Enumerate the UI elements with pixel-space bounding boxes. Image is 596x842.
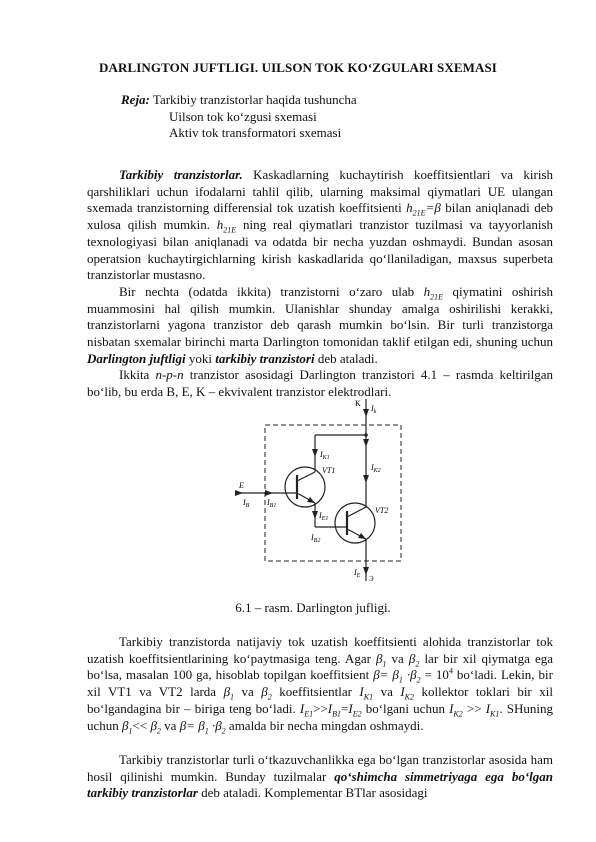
label-ib1: $I_{B1}$: [267, 498, 277, 509]
plan-item: Uilson tok ko‘zgusi sxemasi: [169, 108, 317, 124]
plan-block: [121, 92, 357, 142]
label-k: K: [355, 399, 361, 408]
label-vt2: VT2: [375, 506, 389, 515]
darlington-circuit-figure: [225, 397, 410, 582]
label-vt1: VT1: [322, 466, 336, 475]
label-ie: $I_E$: [354, 568, 361, 579]
figure-caption: 6.1 – rasm. Darlington jufligi.: [235, 600, 391, 615]
page-title: DARLINGTON JUFTLIGI. UILSON TOK KO‘ZGULARI SXEMASI: [99, 60, 497, 75]
paragraph: Tarkibiy tranzistorlar. Kaskadlarning kuchaytirish koeffitsientlari va kirish qarshiliklari uchun ifodalarni tahlil qilib, ularning maksimal qiymatlari UE ulangan sxemada tranzistorning differensial tok uzatish koeffitsienti $h_{21E}=\beta$ bilan aniqlanadi deb xulosa qilish mumkin. $h_{21E}$ ning real qiymatlari tranzistor tuzilmasi va tayyorlanish texnologiyasi bilan aniqlanadi va odatda bir necha yuzdan oshmaydi. Bundan asosan operatsion kuchaytirgichlarning kirish kaskadlarida qo‘llaniladigan, maxsus superbeta tranzistorlar mustasno.: [87, 167, 554, 283]
arrow-icon: [363, 409, 369, 417]
plan-item: Aktiv tok transformatori sxemasi: [169, 125, 342, 140]
label-ik1: $I_{K1}$: [320, 450, 330, 461]
vt2-transistor: [335, 503, 375, 543]
paragraph: Tarkibiy tranzistorda natijaviy tok uzatish koeffitsienti alohida tranzistorlar tok uzatish koeffitsientlarining ko‘paytmasiga teng. Agar $\beta_1$ va $\beta_2$ lar bir xil qiymatga ega bo‘lsa, masalan 100 ga, hisoblab topilgan koeffitsient $\beta= \beta_1 \cdot\beta_2 = 10^4$ bo‘ladi. Lekin, bir xil VT1 va VT2 larda $\beta_1$ va $\beta_2$ koeffitsientlar $I_{K1}$ va $I_{K2}$ kollektor toklari bir xil bo‘lgandagina bir – biriga teng bo‘ladi. $I_{E1}>>I_{B1}=I_{E2}$ bo‘lgani uchun $I_{K2} >> I_{K1}$. SHuning uchun $\beta_1<< \beta_2$ va $\beta= \beta_1 \cdot\beta_2$ amalda bir necha mingdan oshmaydi.: [87, 634, 554, 736]
label-e: E: [239, 481, 244, 490]
label-bottom: Э: [369, 575, 374, 582]
arrow-icon: [235, 490, 243, 496]
label-ik: $I_k$: [371, 404, 377, 415]
label-ib: $I_B$: [243, 498, 250, 509]
paragraph: Tarkibiy tranzistorlar turli o‘tkazuvchanlikka ega bo‘lgan tranzistorlar asosida ham hosil qilinishi mumkin. Bunday tuzilmalar qo‘shimcha simmetriyaga ega bo‘lgan tarkibiy tranzistorlar deb ataladi. Komplementar BTlar asosidagi: [87, 752, 553, 801]
arrow-icon: [363, 439, 369, 447]
label-ie1: $I_{E1}$: [319, 511, 329, 522]
paragraph: Bir nechta (odatda ikkita) tranzistorni o‘zaro ulab $h_{21E}$ qiymatini oshirish muammosini hal qilish mumkin. Ulanishlar shunday amalga oshirilishi kerakki, tranzistorlarni yagona tranzistor deb qarash mumkin bo‘lsin. Bir turli tranzistorga nisbatan sxemalar birinchi marta Darlington tomonidan taklif etilgan edi, shuning uchun Darlington juftligi yoki tarkibiy tranzistori deb ataladi.: [87, 284, 554, 366]
circuit-diagram: [225, 397, 410, 582]
vt1-transistor: [285, 467, 325, 507]
plan-label: Reja:: [121, 92, 150, 107]
label-ik2: $I_{K2}$: [371, 463, 381, 474]
arrow-icon: [265, 490, 273, 496]
arrow-icon: [312, 449, 318, 457]
plan-item: Tarkibiy tranzistorlar haqida tushuncha: [152, 92, 357, 107]
label-ib2: $I_{B2}$: [311, 533, 321, 544]
paragraph: Ikkita n-p-n tranzistor asosidagi Darlington tranzistori 4.1 – rasmda keltirilgan bo‘lib, bu erda B, E, K – ekvivalent tranzistor elektrodlari.: [87, 367, 553, 399]
